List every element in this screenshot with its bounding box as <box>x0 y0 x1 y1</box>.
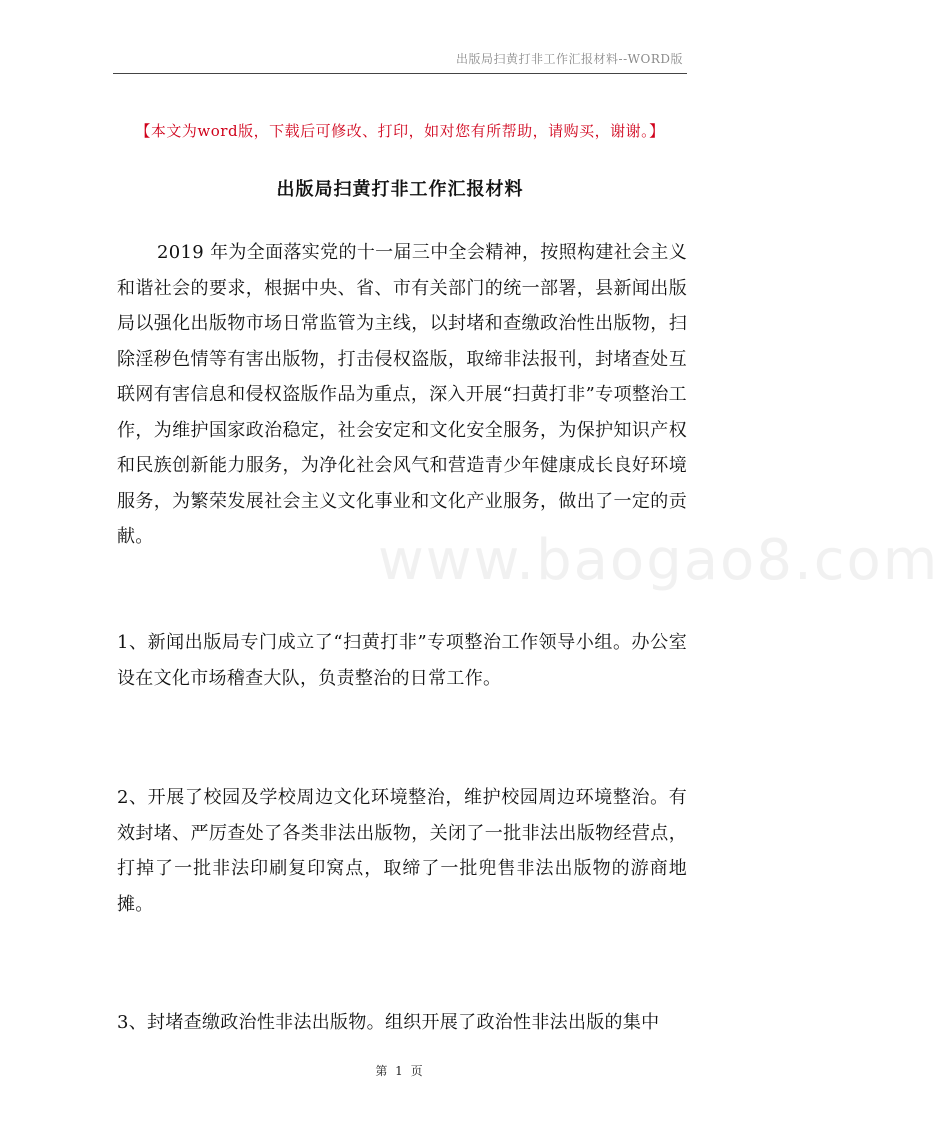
page-number: 第 1 页 <box>375 1064 425 1078</box>
paragraph-item-2: 2、开展了校园及学校周边文化环境整治，维护校园周边环境整治。有效封堵、严厉查处了各类非法出版物，关闭了一批非法出版物经营点，打掉了一批非法印刷复印窝点，取缔了一批兜售非法出版物的游商地摊。 <box>117 787 687 915</box>
purchase-notice: 【本文为word版，下载后可修改、打印，如对您有所帮助，请购买，谢谢。】 <box>135 122 665 140</box>
paragraph-item-3: 3、封堵查缴政治性非法出版物。组织开展了政治性非法出版的集中 <box>117 1012 660 1033</box>
header-divider <box>113 73 687 74</box>
paragraph-item-1: 1、新闻出版局专门成立了“扫黄打非”专项整治工作领导小组。办公室设在文化市场稽查大队，负责整治的日常工作。 <box>117 632 687 689</box>
watermark: www.baogao8.com <box>378 528 939 593</box>
document-title: 出版局扫黄打非工作汇报材料 <box>276 179 524 200</box>
paragraph-intro: 2019 年为全面落实党的十一届三中全会精神，按照构建社会主义和谐社会的要求，根据中央、省、市有关部门的统一部署，县新闻出版局以强化出版物市场日常监管为主线，以封堵和查缴政治性出版物，扫除淫秽色情等有害出版物，打击侵权盗版，取缔非法报刊，封堵查处互联网有害信息和侵权盗版作品为重点，深入开展“扫黄打非”专项整治工作，为维护国家政治稳定，社会安定和文化安全服务，为保护知识产权和民族创新能力服务，为净化社会风气和营造青少年健康成长良好环境服务，为繁荣发展社会主义文化事业和文化产业服务，做出了一定的贡献。 <box>117 242 687 547</box>
running-header: 出版局扫黄打非工作汇报材料--WORD版 <box>456 52 683 66</box>
